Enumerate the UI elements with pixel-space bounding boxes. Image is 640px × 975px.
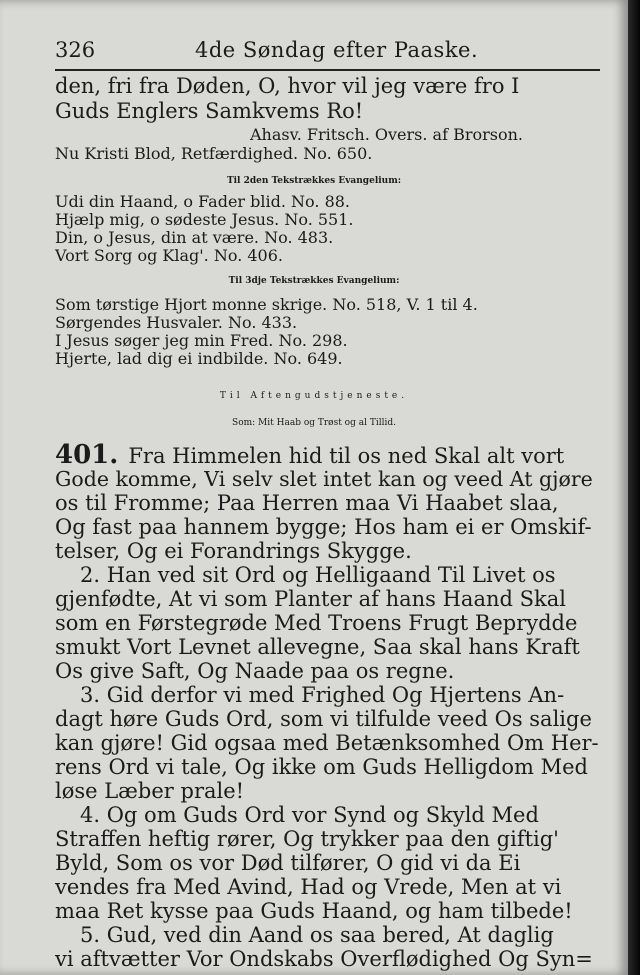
hymn-text-line: kan gjøre! Gid ogsaa med Betænksomhed Om Her- [55, 731, 599, 755]
hymn-text-line: gjenfødte, At vi som Planter af hans Haand Skal [55, 587, 566, 611]
hymn-reference: Hjælp mig, o sødeste Jesus. No. 551. [55, 210, 354, 229]
hymn-text-line: 2. Han ved sit Ord og Helligaand Til Livet os [80, 563, 556, 587]
hymn-text-line: os til Fromme; Paa Herren maa Vi Haabet slaa, [55, 491, 559, 515]
hymn-text-line: Byld, Som os vor Død tilfører, O gid vi da Ei [55, 851, 521, 875]
page-header [55, 38, 600, 70]
section-heading-2: Til 2den Tekstrækkes Evangelium: [226, 176, 402, 186]
hymn-text-line: 5. Gud, ved din Aand os saa bered, At daglig [80, 923, 554, 947]
hymn-reference: Udi din Haand, o Fader blid. No. 88. [55, 192, 351, 211]
hymn-text-line: løse Læber prale! [55, 779, 245, 803]
hymn-text-line: smukt Vort Levnet allevegne, Saa skal hans Kraft [55, 635, 580, 659]
page-number: 326 [55, 38, 96, 62]
hymn-number: 401. [55, 440, 119, 470]
hymn-reference: Sørgendes Husvaler. No. 433. [55, 313, 298, 332]
hymn-reference: I Jesus søger jeg min Fred. No. 298. [55, 331, 348, 350]
hymn-first-line [55, 440, 565, 470]
hymn-text-line: Fra Himmelen hid til os ned Skal alt vort [128, 444, 565, 468]
attribution: Ahasv. Fritsch. Overs. af Brorson. [250, 125, 523, 144]
hymn-reference: Vort Sorg og Klag'. No. 406. [55, 246, 283, 265]
hymn-text-line: 4. Og om Guds Ord vor Synd og Skyld Med [80, 803, 539, 827]
hymn-reference: Din, o Jesus, din at være. No. 483. [55, 228, 334, 247]
section-heading-3: Til 3dje Tekstrækkes Evangelium: [228, 276, 400, 286]
hymn-text-line: som en Førstegrøde Med Troens Frugt Beprydde [55, 611, 578, 635]
running-title: 4de Søndag efter Paaske. [195, 38, 479, 62]
hymn-text-line: Og fast paa hannem bygge; Hos ham ei er Omskif- [55, 515, 592, 539]
book-gutter [628, 0, 640, 975]
hymn-text-line: Straffen heftig rører, Og trykker paa den giftig' [55, 827, 559, 851]
hymn-reference: Nu Kristi Blod, Retfærdighed. No. 650. [55, 144, 373, 163]
hymn-text-line: dagt høre Guds Ord, som vi tilfulde veed Os salige [55, 707, 592, 731]
hymn-text-line: maa Ret kysse paa Guds Haand, og ham tilbede! [55, 899, 573, 923]
hymn-text-line: vendes fra Med Avind, Had og Vrede, Men at vi [55, 875, 562, 899]
hymn-text-line: Os give Saft, Og Naade paa os regne. [55, 659, 455, 683]
hymn-text-line: vi aftvætter Vor Ondskabs Overflødighed Og Syn= [55, 947, 593, 971]
evening-service-heading: Til Aftengudstjeneste. [219, 391, 409, 401]
header-rule [55, 69, 600, 71]
hymn-reference: Som tørstige Hjort monne skrige. No. 518, V. 1 til 4. [55, 295, 478, 314]
hymn-text-line: telser, Og ei Forandrings Skygge. [55, 539, 412, 563]
melody-line: Som: Mit Haab og Trøst og al Tillid. [232, 418, 396, 428]
verse-line: den, fri fra Døden, O, hvor vil jeg være fro I [55, 74, 520, 98]
hymn-text-line: 3. Gid derfor vi med Frighed Og Hjertens An- [80, 683, 565, 707]
verse-line: Guds Englers Samkvems Ro! [55, 99, 364, 123]
hymn-text-line: Gode komme, Vi selv slet intet kan og veed At gjøre [55, 467, 593, 491]
hymn-reference: Hjerte, lad dig ei indbilde. No. 649. [55, 349, 343, 368]
hymn-text-line: rens Ord vi tale, Og ikke om Guds Helligdom Med [55, 755, 588, 779]
